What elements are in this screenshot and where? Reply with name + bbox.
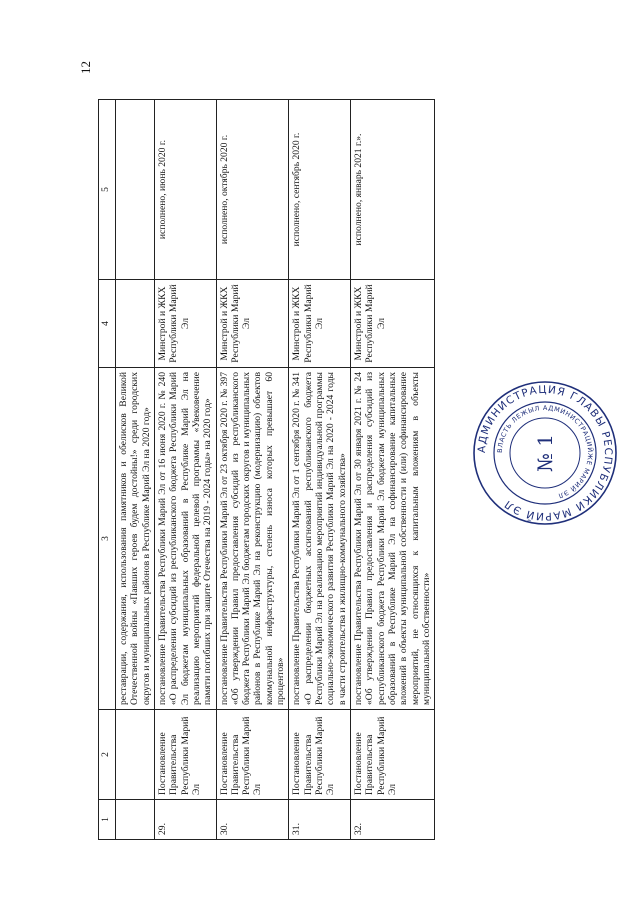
plan-table: [98, 99, 435, 840]
rotated-table-container: [98, 100, 498, 840]
table-row: [350, 100, 434, 840]
document-type: Постановление Правительства Республики Марий Эл: [216, 710, 289, 800]
document-content: реставрации, содержания, использования памятников и обелисков Великой Отечественной войны «Павших героев будем достойны!» среди городских округов и муниципальных районов в Республике Марий Эл на 2020 год»: [116, 368, 155, 710]
executor: Минстрой и ЖКХ Республики Марий Эл: [154, 280, 216, 368]
executor: [116, 280, 155, 368]
document-type: Постановление Правительства Республики Марий Эл: [350, 710, 434, 800]
column-header-2: 2: [99, 710, 116, 800]
seal-inner-text: ВЛАСТЬ ЛЕЖЫЛ АДМИНИСТРАЦИЙЖЕ МАРИЙ ЭЛ: [495, 403, 595, 500]
column-header-4: 4: [99, 280, 116, 368]
document-type: [116, 710, 155, 800]
column-header-3: 3: [99, 368, 116, 710]
row-number: 31.: [289, 800, 351, 840]
header-row: [99, 100, 116, 840]
column-header-5: 5: [99, 100, 116, 280]
status: исполнено, январь 2021 г.».: [350, 100, 434, 280]
row-number: [116, 800, 155, 840]
table-row: [216, 100, 289, 840]
document-type: Постановление Правительства Республики Марий Эл: [289, 710, 351, 800]
document-type: Постановление Правительства Республики Марий Эл: [154, 710, 216, 800]
table-row: [154, 100, 216, 840]
table-row: [116, 100, 155, 840]
table-row: [289, 100, 351, 840]
executor: Минстрой и ЖКХ Республики Марий Эл: [289, 280, 351, 368]
status: [116, 100, 155, 280]
official-seal: [470, 378, 620, 528]
page-number: 12: [78, 61, 93, 74]
status: исполнено, сентябрь 2020 г.: [289, 100, 351, 280]
document-content: постановление Правительства Республики Марий Эл от 23 октября 2020 г. № 397 «Об утверждении Правил предоставления субсидий из республиканского бюджета Республики Марий Эл бюджетам городских округов и муниципальных районов в Республике Марий Эл на реконструкцию (модернизацию) объектов коммунальной инфраструктуры, степень износа которых превышает 60 процентов»: [216, 368, 289, 710]
document-content: постановление Правительства Республики Марий Эл от 1 сентября 2020 г. № 341 «О распределении бюджетных ассигнований республиканского бюджета Республики Марий Эл на реализацию мероприятий индивидуальной программы социально-экономического развития Республики Марий Эл на 2020 - 2024 годы в части строительства и жилищно-коммунального хозяйства»: [289, 368, 351, 710]
executor: Минстрой и ЖКХ Республики Марий Эл: [216, 280, 289, 368]
document-content: постановление Правительства Республики Марий Эл от 16 июня 2020 г. № 240 «О распределении субсидий из республиканского бюджета Республики Марий Эл бюджетам муниципальных образований в Республике Марий Эл на реализацию мероприятий федеральной целевой программы «Увековечение памяти погибших при защите Отечества на 2019 - 2024 годы» на 2020 год»: [154, 368, 216, 710]
status: исполнено, октябрь 2020 г.: [216, 100, 289, 280]
seal-outer-text: АДМИНИСТРАЦИЯ ГЛАВЫ РЕСПУБЛИКИ МАРИЙ ЭЛ: [475, 383, 615, 523]
status: исполнено, июнь 2020 г.: [154, 100, 216, 280]
executor: Минстрой и ЖКХ Республики Марий Эл: [350, 280, 434, 368]
row-number: 30.: [216, 800, 289, 840]
row-number: 32.: [350, 800, 434, 840]
seal-number: № 1: [533, 433, 557, 473]
document-content: постановление Правительства Республики Марий Эл от 30 января 2021 г. № 24 «Об утверждении Правил предоставления и распределения субсидий из республиканского бюджета Республики Марий Эл бюджетам муниципальных образований в Республике Марий Эл на софинансирование капитальных вложений в объекты муниципальной собственности и (или) софинансирование мероприятий, не относящихся к капитальным вложениям в объекты муниципальной собственности»: [350, 368, 434, 710]
row-number: 29.: [154, 800, 216, 840]
column-header-1: 1: [99, 800, 116, 840]
